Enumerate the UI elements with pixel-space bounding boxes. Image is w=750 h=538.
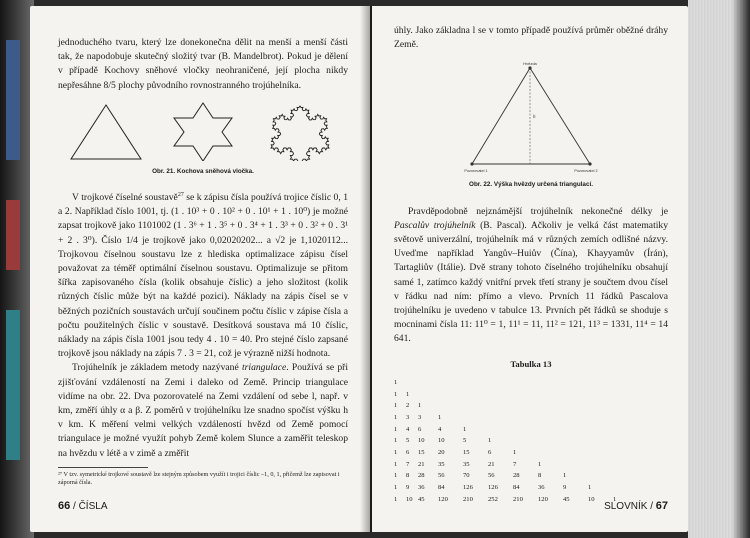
pascal-row [394,459,668,471]
pascal-row [394,424,668,436]
pascal-cell: 28 [513,472,520,480]
pascal-row [394,400,668,412]
triangle-stage-2-star [164,101,242,161]
pascal-cell: 36 [538,484,545,492]
pascal-cell: 56 [438,472,445,480]
table-13-title: Tabulka 13 [510,358,552,369]
pascal-cell: 1 [538,460,542,468]
pascal-cell: 7 [406,460,410,468]
pascal-cell: 9 [563,484,567,492]
pascal-row [394,377,668,389]
pascal-row [394,470,668,482]
pascal-cell: 10 [438,437,445,445]
right-page [372,6,688,532]
pascal-cell: 1 [394,460,398,468]
pascal-row [394,389,668,401]
folio-right [604,499,668,514]
figure-22-right-label: Pozorovatel 2 [574,169,598,174]
pascal-cell: 35 [438,460,445,468]
right-para-2 [394,205,668,347]
pascal-cell: 1 [394,402,398,410]
pascal-cell: 1 [394,484,398,492]
right-para-2-rest: (B. Pascal). Ačkoliv je velká část matematiky světově univerzální, trojúhelník má v různých zemích odlišné názvy. Uveďme například Yangův–Huiův (Čína), Khayyamův (Írán), Tartagliův (Itálie). Dvě strany tohoto číselného trojúhelníku obsahují samé 1, zatímco každý vnitřní prvek třetí strany je součtem dvou čísel v řádku nad ním: přímo a vlevo. Prvních 11 řádků Pascalova trojúhelníku je uvedeno v tabulce 13. Prvních pět řádků se shoduje s mocninami čísla 11: 11⁰ = 1, 11¹ = 11, 11² = 121, 11³ = 1331, 11⁴ = 14 641. [394,219,668,345]
pascal-cell: 8 [406,472,410,480]
pascal-cell: 1 [613,495,617,503]
pascal-row [394,447,668,459]
pascal-cell: 21 [418,460,425,468]
left-para-2-rest: se k zápisu čísla používá trojice číslic 0, 1 a 2. Například číslo 1001, tj. (1 . 10³ + 0 . 10² + 0 . 10¹ + 1 . 10⁰) je možné zapsat trojkově jako 1101002 (1 . 3⁶ + 1 . 3⁵ + 0 . 3⁴ + 1 . 3³ + 0 . 3² + 0 . 3¹ + 2 . 3⁰). Číslo 1/4 je trojkově jako 0,02020202... a √2 je 1,1020112... Trojkovou číselnou soustavu lze z hlediska optimalizace zápisu čísel považovat za téměř optimální číselnou soustavu. Optimalizuje se přitom šířka zapisovaného čísla (kolik obsahuje číslic) a jeho složitost (kolik různých číslic může být na každé pozici). Náklady na zápis čísel se v běžných pozičních soustavách určují součinem počtu číslic v zápise čísla a počtu použitelných číslic v soustavě. Desítková soustava má 10 číslic, náklady na zápis čísla 1001 jsou tedy 4 . 10 = 40. Pro stejné číslo zapsané trojkově jsou náklady na zápis 7 . 3 = 21, což je výrazně nižší hodnota. [58,192,348,360]
pascal-cell: 56 [488,472,495,480]
pascal-row [394,435,668,447]
book-edge-stripe [6,310,20,460]
folio-left [58,499,108,514]
pascal-cell: 6 [418,425,422,433]
triangle-stage-1 [67,101,145,161]
left-para-3-start: Trojúhelník je základem metody nazývané [72,362,242,374]
footnote-ref: 27 [177,191,184,198]
pascal-cell: 84 [513,484,520,492]
pascal-cell: 1 [394,437,398,445]
pascal-cell: 70 [463,472,470,480]
pascal-cell: 45 [563,495,570,503]
pascal-cell: 210 [513,495,523,503]
right-para-1: úhly. Jako základna l se v tomto případě používá průměr oběžné dráhy Země. [394,25,668,51]
pascal-cell: 8 [538,472,542,480]
pascal-cell: 15 [418,449,425,457]
pascal-cell: 1 [394,390,398,398]
figure-21-caption: Obr. 21. Kochova sněhová vločka. [152,167,254,175]
pascal-cell: 15 [463,449,470,457]
pascal-cell: 2 [406,402,410,410]
pascal-cell: 5 [463,437,467,445]
book-edge-stripe [6,40,20,160]
footnote-divider [58,467,148,468]
pascal-cell: 1 [394,495,398,503]
pascal-cell: 6 [488,449,492,457]
left-para-1: jednoduchého tvaru, který lze donekonečna dělit na menší a menší části tak, že napodobuje skutečný složitý tvar (B. Mandelbrot). Pokud je dělení v případě Kochovy sněhové vločky neohraničené, její plocha nikdy nepřesáhne 8/5 plochy původního rovnostranného trojúhelníka. [58,37,348,91]
book-edge-right [688,0,750,538]
pascal-cell: 10 [406,495,413,503]
pascal-cell: 252 [488,495,498,503]
left-para-2-start: V trojkové číselné soustavě [72,192,178,204]
page-number-left: 66 [58,499,71,512]
pascal-row [394,482,668,494]
book-edge-stripe [6,200,20,270]
triangulation-figure [436,60,626,178]
pascal-cell: 7 [513,460,517,468]
right-para-2-start: Pravděpodobně nejznámější trojúhelník nekonečné délky je [408,205,668,217]
figure-22-left-label: Pozorovatel 1 [464,169,488,174]
pascal-cell: 45 [418,495,425,503]
pascal-cell: 1 [394,413,398,421]
pascal-cell: 4 [438,425,442,433]
figure-22-apex-label: Hvězda [523,61,537,67]
pascal-cell: 4 [406,425,410,433]
pascal-cell: 28 [418,472,425,480]
pascal-cell: 10 [418,437,425,445]
pascal-triangle-table [394,377,668,506]
pascal-cell: 126 [463,484,473,492]
book-edge-left [0,0,34,538]
pascal-cell: 1 [394,425,398,433]
left-para-3-emphasis: triangulace [242,362,287,374]
pascal-cell: 120 [438,495,448,503]
pascal-cell: 1 [394,472,398,480]
figure-22-caption: Obr. 22. Výška hvězdy určená triangulací. [469,181,593,189]
pascal-cell: 1 [406,390,410,398]
koch-snowflake-stage-3 [261,101,339,161]
pascal-cell: 20 [438,449,445,457]
pascal-cell: 3 [418,413,422,421]
pascal-cell: 1 [463,425,467,433]
pascal-cell: 3 [406,413,410,421]
pascal-cell: 210 [463,495,473,503]
pascal-cell: 1 [394,449,398,457]
left-para-3 [58,361,348,460]
pascal-cell: 36 [418,484,425,492]
koch-outline [271,106,329,161]
pascal-cell: 9 [406,484,410,492]
pascal-cell: 1 [488,437,492,445]
pascal-cell: 1 [588,484,592,492]
pascal-cell: 1 [394,378,398,386]
pascal-cell: 6 [406,449,410,457]
pascal-cell: 84 [438,484,445,492]
pascal-cell: 1 [513,449,517,457]
figure-22-height-label: h [533,115,536,121]
page-number-right: 67 [655,499,668,512]
koch-snowflake-figure [58,101,348,161]
footnote: ²⁷ V tzv. symetrické trojkové soustavě lze stejným způsobem využít i trojici číslic –1, 0, 1, přičemž lze zapisovat i záporná čísla. [58,470,340,487]
pascal-cell: 1 [563,472,567,480]
pascal-cell: 126 [488,484,498,492]
left-para-2 [58,191,348,361]
pascal-cell: 10 [588,495,595,503]
right-para-2-emphasis: Pascalův trojúhelník [394,219,476,231]
pascal-cell: 1 [438,413,442,421]
section-label-right: SLOVNÍK / [604,500,653,512]
left-page [30,6,370,532]
pascal-cell: 35 [463,460,470,468]
left-para-3-rest: . Používá se při zjišťování vzdáleností na Zemi i daleko od Země. Princip triangulace vidíme na obr. 22. Dva pozorovatelé na Zemi vzdálení od sebe l, např. v km, změří úhly α a β. Z poměrů v trojúhelníku lze snadno spočíst výšku h v km. K měření velmi velkých vzdáleností hvězd od Země pomocí triangulace je možné využít pohyb Země kolem Slunce a zaměřit teleskop na hvězdu v létě a v zimě a změřit [58,362,349,459]
section-label-left: / ČÍSLA [73,500,108,512]
pascal-cell: 120 [538,495,548,503]
pascal-cell: 21 [488,460,495,468]
pascal-row [394,412,668,424]
pascal-cell: 5 [406,437,410,445]
pascal-cell: 1 [418,402,422,410]
